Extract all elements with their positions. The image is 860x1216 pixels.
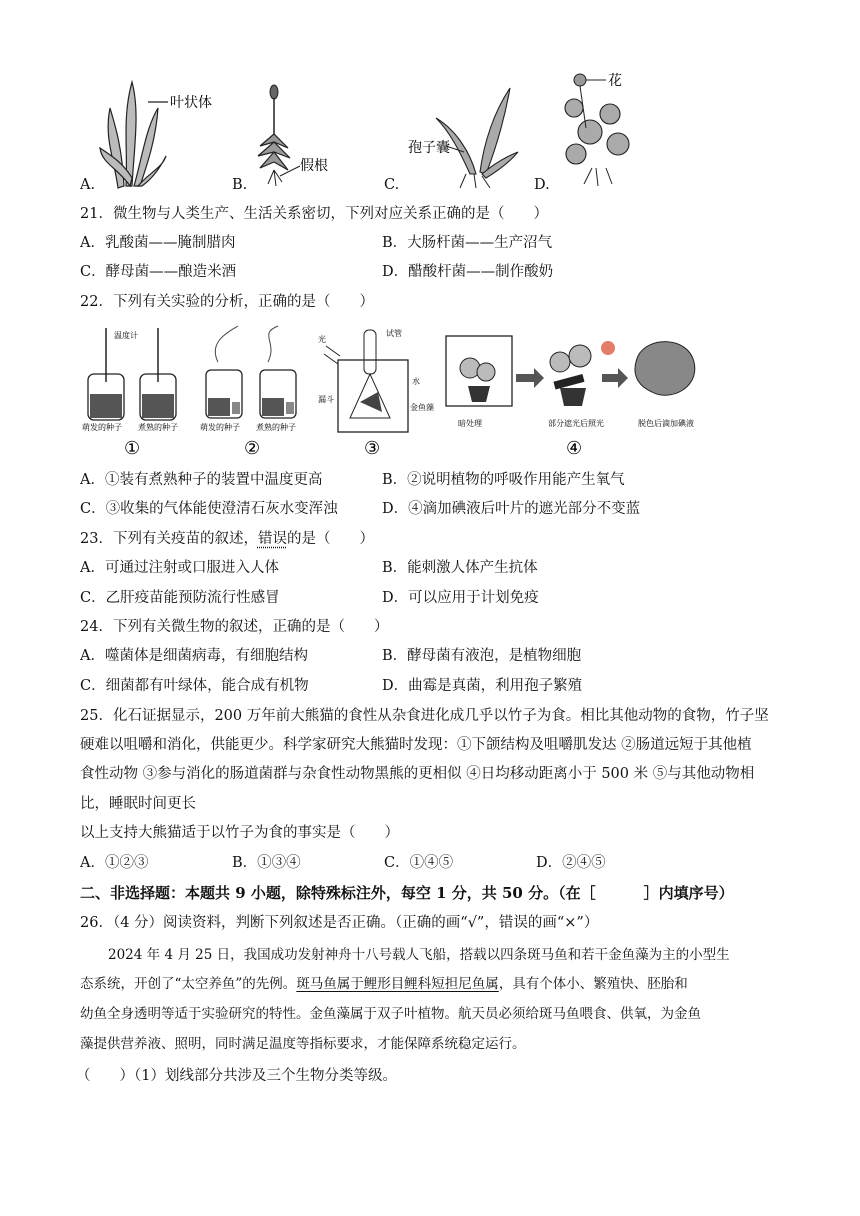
q22-figure-1	[80, 322, 188, 460]
svg-text:萌发的种子: 萌发的种子	[82, 423, 122, 432]
q22-stem: 22．下列有关实验的分析，正确的是（ ）	[80, 294, 374, 310]
svg-text:金鱼藻: 金鱼藻	[410, 403, 434, 412]
svg-text:暗处理: 暗处理	[458, 419, 482, 428]
q26-material-line-1: 2024 年 4 月 25 日，我国成功发射神舟十八号载人飞船，搭载以四条斑马鱼和若干金鱼藻为主的小型生	[108, 947, 730, 963]
fig-d-option: D.	[534, 177, 550, 193]
q21-option-c: C．酵母菌——酿造米酒	[80, 264, 237, 280]
q22-figure-4	[438, 326, 700, 460]
figure-d-flower	[556, 68, 656, 190]
q26-material-line-4: 藻提供营养液、照明，同时满足温度等指标要求，才能保障系统稳定运行。	[80, 1036, 526, 1052]
svg-text:光: 光	[318, 335, 326, 344]
svg-text:煮熟的种子: 煮熟的种子	[138, 423, 178, 432]
q26-item-1-answer-blank[interactable]: （ ）	[76, 1068, 134, 1084]
q24-option-b: B．酵母菌有液泡，是植物细胞	[382, 648, 582, 664]
q24-option-c: C．细菌都有叶绿体，能合成有机物	[80, 678, 309, 694]
q23-option-b: B．能刺激人体产生抗体	[382, 560, 538, 576]
q25-line-3: 食性动物 ③参与消化的肠道菌群与杂食性动物黑熊的更相似 ④日均移动距离小于 500 米 ⑤与其他动物相	[80, 766, 755, 782]
q26-item-1: （ ）（1）划线部分共涉及三个生物分类等级。	[76, 1068, 397, 1084]
q22-option-a: A．①装有煮熟种子的装置中温度更高	[80, 472, 323, 488]
q25-question: 以上支持大熊猫适于以竹子为食的事实是（ ）	[80, 825, 399, 841]
q22-figure-2	[198, 322, 308, 460]
fig-b-label: 假根	[300, 158, 328, 174]
q25-line-4: 比，睡眠时间更长	[80, 796, 196, 812]
q23-option-c: C．乙肝疫苗能预防流行性感冒	[80, 590, 280, 606]
svg-text:脱色后滴加碘液: 脱色后滴加碘液	[638, 419, 694, 428]
figure-c-fern	[400, 82, 520, 190]
q25-line-2: 硬难以咀嚼和消化，供能更少。科学家研究大熊猫时发现：①下颌结构及咀嚼肌发达 ②肠道远短于其他植	[80, 737, 752, 753]
q23-stem: 23．下列有关疫苗的叙述，错误的是（ ）	[80, 531, 374, 547]
svg-text:温度计: 温度计	[114, 331, 138, 340]
q21-option-d: D．醋酸杆菌——制作酸奶	[382, 264, 554, 280]
fig-a-label: 叶状体	[170, 95, 212, 111]
svg-text:试管: 试管	[386, 329, 402, 338]
fig-d-label: 花	[608, 73, 622, 89]
svg-text:煮熟的种子: 煮熟的种子	[256, 423, 296, 432]
svg-text:水: 水	[412, 377, 420, 386]
q22-option-d: D．④滴加碘液后叶片的遮光部分不变蓝	[382, 501, 641, 517]
q23-emphasis: 错误	[257, 531, 287, 547]
svg-text:②: ②	[244, 438, 261, 459]
fig-b-option: B.	[232, 177, 248, 193]
figure-b-moss	[250, 76, 350, 188]
section-2-heading: 二、非选择题：本题共 9 小题，除特殊标注外，每空 1 分，共 50 分。（在［ ］内填序号）	[80, 884, 734, 902]
svg-text:①: ①	[124, 438, 141, 459]
q24-stem: 24．下列有关微生物的叙述，正确的是（ ）	[80, 619, 389, 635]
q21-option-a: A．乳酸菌——腌制腊肉	[80, 235, 236, 251]
figure-a-alga	[96, 68, 236, 190]
svg-text:部分遮光后照光: 部分遮光后照光	[548, 419, 604, 428]
q25-option-a: A．①②③	[80, 855, 149, 871]
svg-text:③: ③	[364, 438, 381, 459]
q26-underlined-text: 斑马鱼属于鲤形目鲤科短担尼鱼属	[296, 976, 499, 992]
q23-option-d: D．可以应用于计划免疫	[382, 590, 539, 606]
q23-option-a: A．可通过注射或口服进入人体	[80, 560, 279, 576]
fig-a-option: A.	[80, 177, 96, 193]
q26-material-line-2: 态系统，开创了“太空养鱼”的先例。斑马鱼属于鲤形目鲤科短担尼鱼属，具有个体小、繁殖快、胚胎和	[80, 976, 688, 992]
q21-option-b: B．大肠杆菌——生产沼气	[382, 235, 553, 251]
q25-option-b: B．①③④	[232, 855, 301, 871]
q26-material-line-3: 幼鱼全身透明等适于实验研究的特性。金鱼藻属于双子叶植物。航天员必须给斑马鱼喂食、供氧，为金鱼	[80, 1006, 701, 1022]
q22-figure-3	[316, 322, 434, 460]
svg-text:④: ④	[566, 438, 583, 459]
q22-option-b: B．②说明植物的呼吸作用能产生氧气	[382, 472, 625, 488]
q24-option-a: A．噬菌体是细菌病毒，有细胞结构	[80, 648, 308, 664]
q25-line-1: 25．化石证据显示，200 万年前大熊猫的食性从杂食进化成几乎以竹子为食。相比其他动物的食物，竹子坚	[80, 708, 769, 724]
q26-stem: 26．（4 分）阅读资料，判断下列叙述是否正确。（正确的画“√”，错误的画“×”）	[80, 915, 599, 931]
q21-stem: 21．微生物与人类生产、生活关系密切，下列对应关系正确的是（ ）	[80, 206, 548, 222]
q24-option-d: D．曲霉是真菌，利用孢子繁殖	[382, 678, 583, 694]
svg-text:萌发的种子: 萌发的种子	[200, 423, 240, 432]
q22-option-c: C．③收集的气体能使澄清石灰水变浑浊	[80, 501, 338, 517]
q25-option-c: C．①④⑤	[384, 855, 454, 871]
q25-option-d: D．②④⑤	[536, 855, 606, 871]
svg-text:漏斗: 漏斗	[318, 395, 334, 404]
fig-c-option: C.	[384, 177, 400, 193]
fig-c-label: 孢子囊	[408, 140, 450, 156]
